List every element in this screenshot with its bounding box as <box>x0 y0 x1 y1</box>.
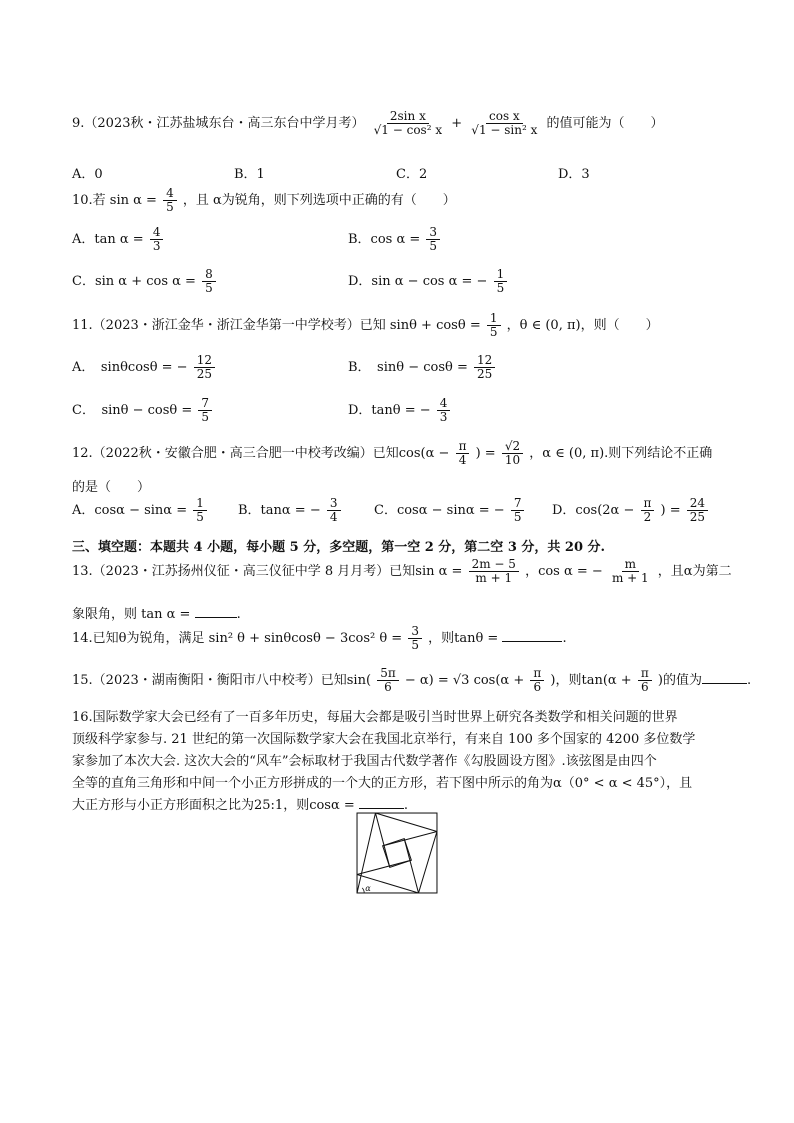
q12-option-a <box>72 497 209 524</box>
q9-option-b: B．1 <box>234 167 265 182</box>
q11-b-den: 25 <box>477 367 493 382</box>
question-11 <box>72 312 659 339</box>
q11-option-b <box>348 354 497 381</box>
angle-alpha-label: α <box>365 882 371 893</box>
q12-b-text: B．tanα = − <box>238 503 321 519</box>
q10-b-text: B．cos α = <box>348 232 421 248</box>
q10-option-b <box>348 226 442 253</box>
q10-option-a <box>72 226 165 253</box>
q15-fraction-2 <box>530 667 544 694</box>
q10-d-num: 1 <box>494 268 508 282</box>
q15-mid2: )，则tan(α + <box>550 673 632 689</box>
q11-d-den: 3 <box>439 410 448 425</box>
q11-c-num: 7 <box>198 397 212 411</box>
leg-4 <box>357 860 411 874</box>
q10-c-fraction <box>202 268 216 295</box>
q12-pi-den: 4 <box>458 453 467 468</box>
q16-line1: 16.国际数学家大会已经有了一百多年历史，每届大会都是吸引当时世界上研究各类数学和相关问题的世界 <box>72 710 678 725</box>
q10-option-c <box>72 268 218 295</box>
q15-answer-blank[interactable] <box>702 671 747 684</box>
q13-f1-num: 2m − 5 <box>469 558 519 572</box>
q10-option-d <box>348 268 509 295</box>
q13-f2-num: m <box>622 558 639 572</box>
q10-c-den: 5 <box>205 281 213 296</box>
q13-f1-den: m + 1 <box>475 571 513 586</box>
q14-num: 3 <box>408 625 422 639</box>
q10-c-num: 8 <box>202 268 216 282</box>
q15-suffix: )的值为 <box>657 673 702 689</box>
q13-mid: ，cos α = − <box>525 564 603 580</box>
q12-c-den: 5 <box>513 510 522 525</box>
q11-c-text: C． sinθ − cosθ = <box>72 403 193 419</box>
q16-answer-blank[interactable] <box>359 796 404 809</box>
leg-1 <box>375 813 389 867</box>
q12-pi-fraction <box>456 440 470 467</box>
q12-a-fraction <box>193 497 207 524</box>
q12-b-fraction <box>327 497 341 524</box>
q15-f3-den: 6 <box>640 680 649 695</box>
q12-mid: ) = <box>475 446 496 462</box>
q12-c-fraction <box>511 497 525 524</box>
q10-suffix: ，且 α为锐角，则下列选项中正确的有（ ） <box>182 193 456 209</box>
q12-value-den: 10 <box>504 453 521 468</box>
q14-answer-blank[interactable] <box>502 629 562 642</box>
q11-b-num: 12 <box>474 354 495 368</box>
q15-f1-den: 6 <box>384 680 392 695</box>
pinwheel-figure <box>356 812 438 894</box>
q12-d-pi-den: 2 <box>643 510 652 525</box>
q11-prefix: 11.（2023・浙江金华・浙江金华第一中学校考）已知 sinθ + cosθ = <box>72 318 481 334</box>
q10-b-fraction <box>426 226 440 253</box>
q12-d-pi-num: π <box>641 497 655 511</box>
q9-plus: + <box>451 116 463 132</box>
q11-option-a <box>72 354 217 381</box>
q13-line2-end: . <box>236 607 241 622</box>
leg-3 <box>404 839 418 893</box>
q11-a-num: 12 <box>194 354 215 368</box>
q12-b-den: 4 <box>329 510 338 525</box>
q15-prefix: 15.（2023・湖南衡阳・衡阳市八中校考）已知sin( <box>72 673 372 689</box>
q12-option-b <box>238 497 343 524</box>
outer-square <box>357 813 437 893</box>
q12-d-pi-fraction <box>641 497 655 524</box>
q12-prefix: 12.（2022秋・安徽合肥・高三合肥一中校考改编）已知cos(α − <box>72 446 450 462</box>
q9-fraction-2 <box>468 110 540 137</box>
q9-f1-numerator: 2sin x <box>387 110 429 124</box>
q12-option-d <box>552 497 710 524</box>
q12-b-num: 3 <box>327 497 341 511</box>
q14-prefix: 14.已知θ为锐角，满足 sin² θ + sinθcosθ − 3cos² θ = <box>72 631 403 647</box>
q11-numerator: 1 <box>487 312 501 326</box>
q13-prefix: 13.（2023・江苏扬州仪征・高三仪征中学 8 月月考）已知sin α = <box>72 564 463 580</box>
q11-fraction <box>487 312 501 339</box>
q12-option-c <box>374 497 526 524</box>
q10-d-den: 5 <box>496 281 505 296</box>
q12-pi-num: π <box>456 440 470 454</box>
q9-option-c: C．2 <box>396 167 428 182</box>
q14-fraction <box>408 625 422 652</box>
q12-d-den: 25 <box>689 510 706 525</box>
q10-numerator: 4 <box>163 187 177 201</box>
question-12 <box>72 440 712 467</box>
q16-line5-text: 大正方形与小正方形面积之比为25:1，则cosα = <box>72 798 359 813</box>
q10-a-num: 4 <box>150 226 164 240</box>
question-13 <box>72 558 732 585</box>
q12-d-num: 24 <box>687 497 708 511</box>
q15-fraction-3 <box>638 667 652 694</box>
question-9 <box>72 110 664 137</box>
q9-prefix: 9.（2023秋・江苏盐城东台・高三东台中学月考） <box>72 116 365 132</box>
q15-f1-num: 5π <box>377 667 399 681</box>
q15-fraction-1 <box>377 667 399 694</box>
q11-option-c <box>72 397 214 424</box>
q11-d-num: 4 <box>437 397 451 411</box>
q9-f2-denominator: √1 − sin² x <box>471 123 538 138</box>
q12-a-num: 1 <box>193 497 207 511</box>
q16-line5-end: . <box>403 798 409 813</box>
angle-arc <box>362 888 364 893</box>
q9-f2-numerator: cos x <box>486 110 523 124</box>
q11-denominator: 5 <box>489 325 498 340</box>
question-14 <box>72 625 567 652</box>
q13-f2-den: m + 1 <box>611 571 649 586</box>
q10-fraction <box>163 187 177 214</box>
q9-f1-denominator: √1 − cos² x <box>373 123 443 138</box>
question-15 <box>72 667 751 694</box>
q11-c-fraction <box>198 397 212 424</box>
triangle-edge-1 <box>357 813 375 893</box>
q16-line3: 家参加了本次大会. 这次大会的“风车”会标取材于我国古代数学著作《勾股圆设方图》.该弦图是由四个 <box>72 754 657 769</box>
q13-fraction-2 <box>609 558 652 585</box>
inner-square <box>383 839 412 868</box>
question-10 <box>72 187 456 214</box>
section-3-heading: 三、填空题：本题共 4 小题，每小题 5 分，多空题，第一空 2 分，第二空 3 分，共 20 分. <box>72 540 606 555</box>
q15-mid1: − α) = √3 cos(α + <box>404 673 525 689</box>
q11-a-text: A． sinθcosθ = − <box>72 360 188 376</box>
q9-fraction-1 <box>371 110 445 137</box>
q13-answer-blank[interactable] <box>195 605 237 618</box>
q12-a-den: 5 <box>196 510 204 525</box>
q14-den: 5 <box>411 638 419 653</box>
q10-d-text: D．sin α − cos α = − <box>348 274 488 290</box>
q10-b-num: 3 <box>426 226 440 240</box>
q10-c-text: C．sin α + cos α = <box>72 274 196 290</box>
q15-f3-num: π <box>638 667 652 681</box>
triangle-edge-3 <box>419 831 437 893</box>
q10-b-den: 5 <box>429 239 438 254</box>
leg-2 <box>383 831 437 845</box>
q12-a-text: A．cosα − sinα = <box>72 503 188 519</box>
q9-option-d: D．3 <box>558 167 590 182</box>
q13-line2 <box>72 603 241 622</box>
q12-d-fraction <box>687 497 708 524</box>
q12-suffix: ，α ∈ (0, π).则下列结论不正确 <box>529 446 713 462</box>
q11-option-d <box>348 397 452 424</box>
q14-suffix: ，则tanθ = <box>428 631 503 647</box>
q12-value-fraction <box>502 440 523 467</box>
q10-a-den: 3 <box>152 239 161 254</box>
triangle-edge-2 <box>375 813 437 831</box>
q15-end: . <box>746 673 752 689</box>
q11-d-fraction <box>437 397 451 424</box>
q14-end: . <box>562 631 567 647</box>
q16-line2: 顶级科学家参与. 21 世纪的第一次国际数学家大会在我国北京举行，有来自 100 多个国家的 4200 多位数学 <box>72 732 696 747</box>
q9-suffix: 的值可能为（ ） <box>546 116 664 132</box>
q11-b-fraction <box>474 354 495 381</box>
q9-option-a: A．0 <box>72 167 103 182</box>
q12-d-mid: ) = <box>660 503 681 519</box>
q13-line2-text: 象限角，则 tan α = <box>72 607 195 622</box>
q13-fraction-1 <box>469 558 519 585</box>
q10-a-fraction <box>150 226 164 253</box>
q11-suffix: ，θ ∈ (0, π)，则（ ） <box>506 318 659 334</box>
q15-f2-num: π <box>530 667 544 681</box>
q12-c-num: 7 <box>511 497 525 511</box>
q11-d-text: D．tanθ = − <box>348 403 431 419</box>
q11-b-text: B． sinθ − cosθ = <box>348 360 468 376</box>
q10-denominator: 5 <box>166 200 174 215</box>
q10-d-fraction <box>494 268 508 295</box>
q10-a-text: A．tan α = <box>72 232 144 248</box>
q12-c-text: C．cosα − sinα = − <box>374 503 505 519</box>
q16-line4: 全等的直角三角形和中间一个小正方形拼成的一个大的正方形，若下图中所示的角为α（0° < α < 45°），且 <box>72 776 693 791</box>
q12-d-text: D．cos(2α − <box>552 503 635 519</box>
q12-value-num: √2 <box>502 440 523 454</box>
q11-a-fraction <box>194 354 215 381</box>
q13-suffix: ，且α为第二 <box>657 564 732 580</box>
q11-c-den: 5 <box>201 410 210 425</box>
q10-prefix: 10.若 sin α = <box>72 193 157 209</box>
q15-f2-den: 6 <box>533 680 542 695</box>
q12-line2: 的是（ ） <box>72 480 151 495</box>
q16-line5 <box>72 794 408 813</box>
q11-a-den: 25 <box>196 367 212 382</box>
